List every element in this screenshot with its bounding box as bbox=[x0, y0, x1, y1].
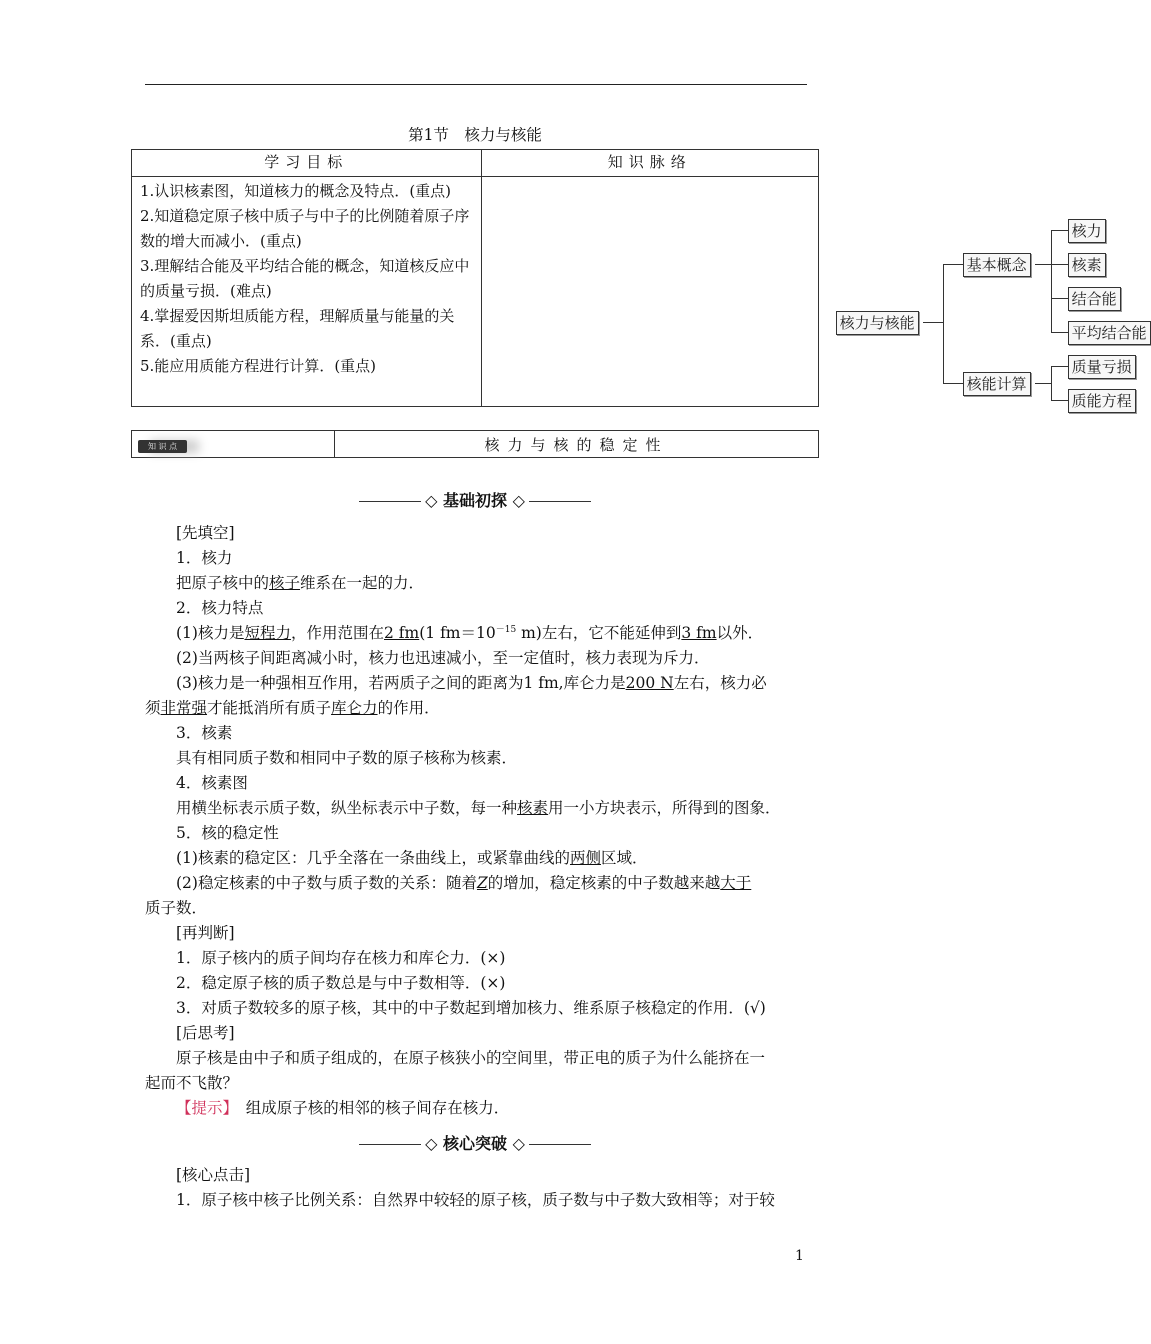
map-branch-calc: 核能计算 bbox=[963, 372, 1031, 396]
map-root: 核力与核能 bbox=[836, 311, 919, 335]
heading-nuclear-force: 1．核力 bbox=[176, 549, 233, 567]
objectives-list bbox=[132, 177, 482, 407]
judge-item: 1．原子核内的质子间均存在核力和库仑力．(×) bbox=[176, 949, 506, 967]
knowledge-map bbox=[481, 177, 1147, 410]
text-line: 把原子核中的核子维系在一起的力． bbox=[176, 574, 425, 592]
page-title: 第1节 核力与核能 bbox=[408, 126, 542, 144]
heading-features: 2．核力特点 bbox=[176, 599, 264, 617]
objective-item: 3.理解结合能及平均结合能的概念，知道核反应中的质量亏损．(难点) bbox=[140, 257, 470, 300]
label-judge: [再判断] bbox=[176, 924, 235, 942]
divider-basic: ◇ 基础初探 ◇ bbox=[0, 488, 950, 511]
text-line: 质子数． bbox=[145, 899, 208, 917]
text-line: 起而不飞散？ bbox=[145, 1074, 239, 1092]
heading-nuclide: 3．核素 bbox=[176, 724, 233, 742]
map-branch-basic: 基本概念 bbox=[963, 253, 1031, 277]
page-number: 1 bbox=[795, 1248, 804, 1264]
judge-item: 3．对质子数较多的原子核，其中的中子数起到增加核力、维系原子核稳定的作用．(√) bbox=[176, 999, 766, 1017]
objective-item: 1.认识核素图，知道核力的概念及特点．(重点) bbox=[140, 182, 452, 200]
heading-nuclide-chart: 4．核素图 bbox=[176, 774, 248, 792]
section-badge: 知 识 点 bbox=[132, 431, 335, 458]
text-line: 1．原子核中核子比例关系：自然界中较轻的原子核，质子数与中子数大致相等；对于较 bbox=[176, 1191, 775, 1209]
knowledge-map-header: 知识脉络 bbox=[481, 150, 818, 177]
label-think: [后思考] bbox=[176, 1024, 235, 1042]
text-line: (1)核力是短程力，作用范围在2 fm(1 $fm=10^{-15}$ m)左右，它不能延伸到3 fm以外． bbox=[176, 624, 764, 642]
hint-line: 【提示】 组成原子核的相邻的核子间存在核力． bbox=[176, 1099, 510, 1117]
text-line: 具有相同质子数和相同中子数的原子核称为核素． bbox=[176, 749, 518, 767]
judge-item: 2．稳定原子核的质子数总是与中子数相等．(×) bbox=[176, 974, 506, 992]
map-leaf-nuclear-force: 核力 bbox=[1068, 219, 1106, 243]
text-line: (2)稳定核素的中子数与质子数的关系：随着Z的增加，稳定核素的中子数越来越大于 bbox=[176, 874, 752, 892]
map-leaf-mass-defect: 质量亏损 bbox=[1068, 355, 1136, 379]
label-core-points: [核心点击] bbox=[176, 1166, 251, 1184]
map-leaf-mass-energy: 质能方程 bbox=[1068, 389, 1136, 413]
divider-core: ◇ 核心突破 ◇ bbox=[0, 1131, 950, 1154]
hint-label: 【提示】 bbox=[176, 1099, 231, 1117]
objectives-table bbox=[131, 149, 1147, 410]
header-rule bbox=[145, 84, 807, 85]
section-header bbox=[131, 430, 819, 458]
objective-item: 2.知道稳定原子核中质子与中子的比例随着原子序数的增大而减小．(重点) bbox=[140, 207, 470, 250]
section-title: 核力与核的稳定性 bbox=[335, 431, 819, 458]
objective-item: 5.能应用质能方程进行计算．(重点) bbox=[140, 357, 377, 375]
objective-item: 4.掌握爱因斯坦质能方程，理解质量与能量的关系．(重点) bbox=[140, 307, 455, 350]
heading-stability: 5．核的稳定性 bbox=[176, 824, 279, 842]
objectives-header: 学习目标 bbox=[132, 150, 482, 177]
label-fill-in: [先填空] bbox=[176, 524, 235, 542]
map-leaf-nuclide: 核素 bbox=[1068, 253, 1106, 277]
text-line: 用横坐标表示质子数，纵坐标表示中子数，每一种核素用一小方块表示，所得到的图象． bbox=[176, 799, 781, 817]
text-line: 须非常强才能抵消所有质子库仑力的作用． bbox=[145, 699, 440, 717]
text-line: (3)核力是一种强相互作用，若两质子之间的距离为1 fm,库仑力是200 N左右，核力必 bbox=[176, 674, 767, 692]
text-line: 原子核是由中子和质子组成的，在原子核狭小的空间里，带正电的质子为什么能挤在一 bbox=[176, 1049, 766, 1067]
map-leaf-avg-binding-energy: 平均结合能 bbox=[1068, 321, 1151, 345]
text-line: (2)当两核子间距离减小时，核力也迅速减小，至一定值时，核力表现为斥力． bbox=[176, 649, 710, 667]
map-leaf-binding-energy: 结合能 bbox=[1068, 287, 1121, 311]
text-line: (1)核素的稳定区：几乎全落在一条曲线上，或紧靠曲线的两侧区域． bbox=[176, 849, 648, 867]
